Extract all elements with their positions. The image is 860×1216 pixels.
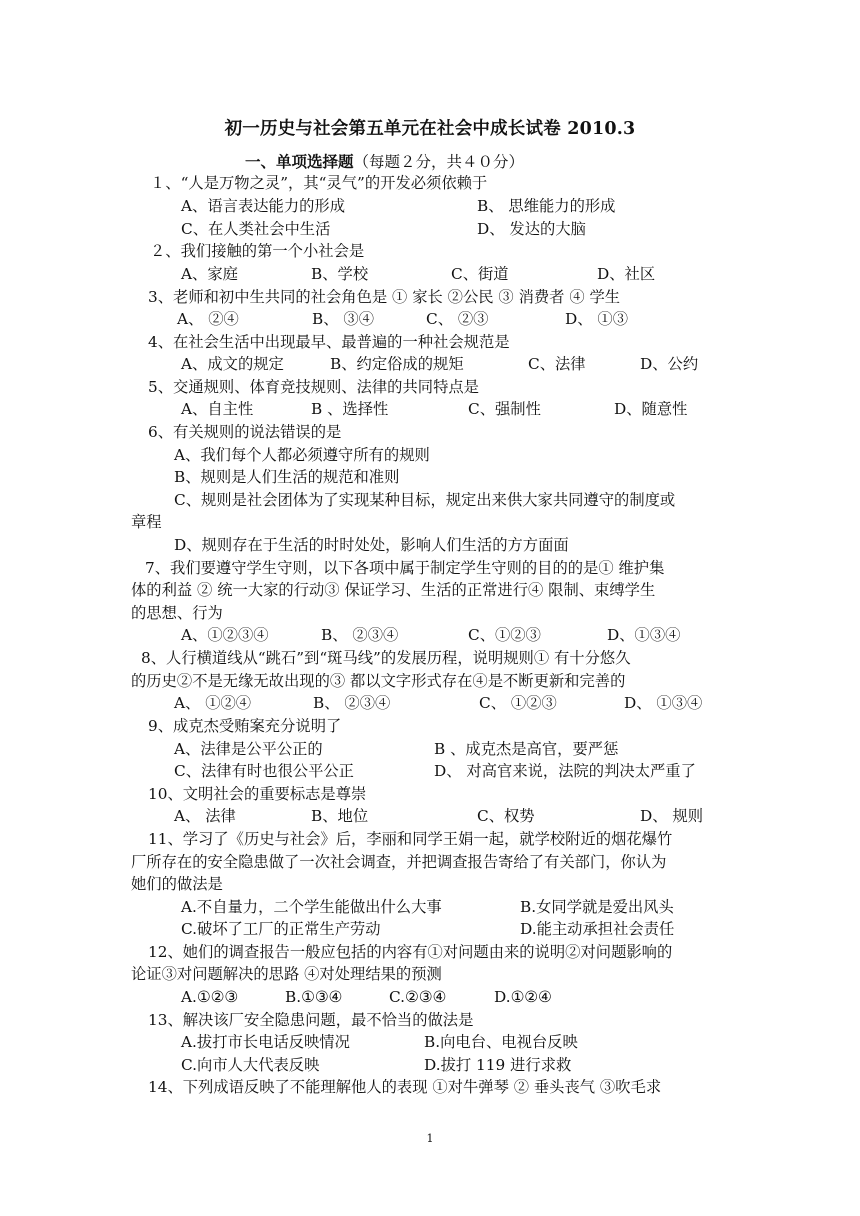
option: D、规则存在于生活的时时处处，影响人们生活的方方面面 — [174, 536, 569, 554]
question-line: 8、人行横道线从“跳石”到“斑马线”的发展历程，说明规则① 有十分悠久 — [141, 649, 631, 667]
question-line: 9、成克杰受贿案充分说明了 — [148, 717, 342, 735]
option: B、约定俗成的规矩 — [330, 355, 464, 373]
option: B、 ②③④ — [321, 626, 399, 644]
option: A.拔打市长电话反映情况 — [181, 1033, 350, 1051]
section-heading — [245, 150, 524, 172]
question-line: 12、她们的调查报告一般应包括的内容有①对问题由来的说明②对问题影响的 — [148, 943, 673, 961]
option: B.向电台、电视台反映 — [424, 1033, 578, 1051]
option: B、 ③④ — [312, 310, 374, 328]
question-line: 她们的做法是 — [131, 875, 223, 893]
option: A、 法律 — [174, 807, 236, 825]
question-line: 4、在社会生活中出现最早、最普遍的一种社会规范是 — [148, 333, 510, 351]
option: B、地位 — [311, 807, 369, 825]
option: D、①③④ — [607, 626, 681, 644]
question-line: 7、我们要遵守学生守则，以下各项中属于制定学生守则的目的的是① 维护集 — [145, 559, 665, 577]
section-heading-note: （每题２分，共４０分） — [353, 153, 525, 171]
question-line: 论证③对问题解决的思路 ④对处理结果的预测 — [131, 965, 442, 983]
option: B.女同学就是爱出风头 — [520, 898, 674, 916]
option: B.①③④ — [285, 988, 343, 1006]
option: B、 思维能力的形成 — [477, 197, 616, 215]
question-line: 3、老师和初中生共同的社会角色是 ① 家长 ②公民 ③ 消费者 ④ 学生 — [148, 288, 621, 306]
option: D、 规则 — [640, 807, 704, 825]
page-title: 初一历史与社会第五单元在社会中成长试卷 2010.3 — [224, 119, 636, 139]
question-line: 13、解决该厂安全隐患问题，最不恰当的做法是 — [148, 1011, 474, 1029]
question-line: 6、有关规则的说法错误的是 — [148, 423, 342, 441]
option: D、公约 — [640, 355, 699, 373]
option: D.拔打 119 进行求救 — [424, 1056, 572, 1074]
question-line: 的历史②不是无缘无故出现的③ 都以文字形式存在④是不断更新和完善的 — [131, 672, 626, 690]
option: A、 ①②④ — [174, 694, 252, 712]
option: D、 对高官来说，法院的判决太严重了 — [434, 762, 696, 780]
question-line: 10、文明社会的重要标志是尊崇 — [148, 785, 367, 803]
option: B 、成克杰是高官，要严惩 — [434, 740, 619, 758]
option-continuation: 章程 — [131, 513, 162, 531]
option: C、①②③ — [468, 626, 541, 644]
option: C、强制性 — [468, 400, 541, 418]
option: A、语言表达能力的形成 — [181, 197, 346, 215]
option: C、规则是社会团体为了实现某种目标，规定出来供大家共同遵守的制度或 — [174, 491, 676, 509]
option: C.②③④ — [389, 988, 447, 1006]
option: A、家庭 — [181, 265, 238, 283]
option: C.向市人大代表反映 — [181, 1056, 320, 1074]
option: C.破坏了工厂的正常生产劳动 — [181, 920, 381, 938]
option: D、社区 — [597, 265, 656, 283]
question-line: ２、我们接触的第一个小社会是 — [150, 242, 365, 260]
option: D、 ①③④ — [624, 694, 703, 712]
option: B、学校 — [311, 265, 369, 283]
option: A、①②③④ — [181, 626, 269, 644]
option: C、街道 — [451, 265, 509, 283]
option: D.能主动承担社会责任 — [520, 920, 675, 938]
question-line: 14、下列成语反映了不能理解他人的表现 ①对牛弹琴 ② 垂头丧气 ③吹毛求 — [148, 1078, 662, 1096]
option: C、在人类社会中生活 — [181, 220, 331, 238]
option: B 、选择性 — [311, 400, 389, 418]
option: A、我们每个人都必须遵守所有的规则 — [174, 446, 430, 464]
page-number: 1 — [426, 1132, 434, 1145]
option: A、自主性 — [181, 400, 254, 418]
question-line: 体的利益 ② 统一大家的行动③ 保证学习、生活的正常进行④ 限制、束缚学生 — [131, 581, 656, 599]
question-line: 5、交通规则、体育竞技规则、法律的共同特点是 — [148, 378, 479, 396]
option: D、 发达的大脑 — [477, 220, 586, 238]
option: B、规则是人们生活的规范和准则 — [174, 468, 400, 486]
option: C、法律 — [528, 355, 586, 373]
option: D.①②④ — [494, 988, 552, 1006]
question-line: 11、学习了《历史与社会》后，李丽和同学王娟一起，就学校附近的烟花爆竹 — [148, 830, 673, 848]
question-line: １、“人是万物之灵”，其“灵气”的开发必须依赖于 — [150, 174, 488, 192]
option: A、法律是公平公正的 — [174, 740, 323, 758]
option: B、 ②③④ — [313, 694, 391, 712]
option: D、 ①③ — [565, 310, 629, 328]
question-line: 的思想、行为 — [131, 604, 223, 622]
option: A、成文的规定 — [181, 355, 284, 373]
option: A.不自量力，二个学生能做出什么大事 — [181, 898, 442, 916]
option: A、 ②④ — [177, 310, 239, 328]
option: C、权势 — [477, 807, 535, 825]
option: C、 ①②③ — [479, 694, 557, 712]
option: A.①②③ — [181, 988, 239, 1006]
option: C、法律有时也很公平公正 — [174, 762, 354, 780]
option: D、随意性 — [614, 400, 688, 418]
section-heading-label: 一、单项选择题 — [245, 152, 354, 171]
question-line: 厂所存在的安全隐患做了一次社会调查，并把调查报告寄给了有关部门，你认为 — [131, 853, 667, 871]
option: C、 ②③ — [426, 310, 489, 328]
